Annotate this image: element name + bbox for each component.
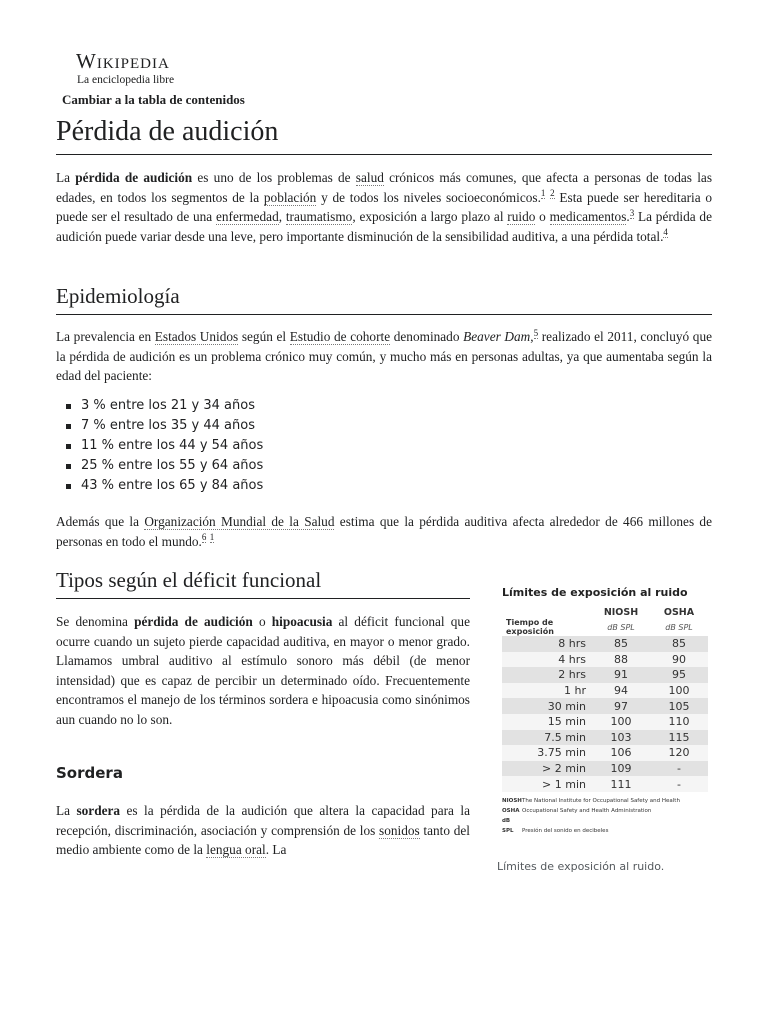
figure-title: Límites de exposición al ruido [502, 586, 688, 599]
link-enfermedad[interactable]: enfermedad [215, 209, 279, 224]
table-row: 3.75 min 106 120 [502, 745, 708, 761]
table-header-time: Tiempo de exposición [506, 618, 554, 636]
ref-5[interactable]: 5 [533, 327, 539, 338]
prevalence-list [56, 396, 263, 496]
noise-limits-table [502, 607, 708, 792]
section-heading-epidemiologia: Epidemiología [56, 284, 712, 315]
legend-entry: NIOSHThe National Institute for Occupational Safety and Health [502, 797, 680, 804]
subheading-sordera: Sordera [56, 764, 123, 782]
ref-3[interactable]: 3 [629, 207, 635, 218]
list-item: 25 % entre los 55 y 64 años [56, 456, 263, 476]
table-row: > 1 min 111 - [502, 776, 708, 792]
link-ruido[interactable]: ruido [507, 209, 536, 224]
link-salud[interactable]: salud [355, 170, 384, 185]
table-row: 30 min 97 105 [502, 698, 708, 714]
table-header-osha: OSHA [663, 607, 695, 618]
link-medicamentos[interactable]: medicamentos [549, 209, 627, 224]
link-oms[interactable]: Organización Mundial de la Salud [144, 514, 335, 529]
ref-2[interactable]: 2 [550, 188, 555, 199]
legend-entry: OSHA Occupational Safety and Health Administration [502, 807, 652, 814]
figure-legend [502, 796, 712, 836]
section-heading-tipos: Tipos según el déficit funcional [56, 568, 470, 599]
table-header-empty [502, 607, 592, 618]
ref-1[interactable]: 1 [540, 188, 546, 199]
toc-toggle-link[interactable]: Cambiar a la tabla de contenidos [62, 92, 245, 107]
list-item: 7 % entre los 35 y 44 años [56, 416, 263, 436]
types-paragraph: Se denomina pérdida de audición o hipoacusia al déficit funcional que ocurre cuando un sujeto pierde capacidad auditiva, en mayor o menor grado. Llamamos umbral auditivo al estímulo sonoro más débil (de menor intensidad) que es capaz de percibir un determinado oído. Frecuentemente encontramos el manejo de los términos sordera e hipoacusia como sinónimos aun cuando no lo son. [56, 614, 470, 727]
ref-1b[interactable]: 1 [209, 532, 215, 543]
table-header-niosh: NIOSH [603, 607, 639, 618]
wikipedia-wordmark: Wikipedia [76, 49, 170, 73]
ref-4[interactable]: 4 [663, 227, 668, 238]
list-item: 11 % entre los 44 y 54 años [56, 436, 263, 456]
table-row: 7.5 min 103 115 [502, 730, 708, 746]
table-row: > 2 min 109 - [502, 761, 708, 777]
table-row: 1 hr 94 100 [502, 683, 708, 699]
link-sonidos[interactable]: sonidos [379, 822, 420, 838]
wikipedia-logo[interactable] [76, 50, 174, 87]
figure-caption: Límites de exposición al ruido. [497, 860, 665, 873]
epidemiology-paragraph: La prevalencia en Estados Unidos según el Estudio de cohorte denominado Beaver Dam,$^5$ realizado el 2011, concluyó que la pérdida de audición es un problema crónico muy común, y mucho más en personas adultas, ya que aumentaba según la edad del paciente: [56, 327, 712, 383]
table-row: 2 hrs 91 95 [502, 667, 708, 683]
intro-paragraph: La pérdida de audición es uno de los problemas de salud crónicos más comunes, que afecta a personas de todas las edades, en todos los segmentos de la población y de todos los niveles socioeconómicos.$^1$ $^2$ Esta puede ser hereditaria o puede ser el resultado de una enfermedad, traumatismo, exposición a largo plazo al ruido o medicamentos.$^3$ La pérdida de audición puede variar desde una leve, pero importante disminución de la sensibilidad auditiva, a una pérdida total.$^4$ [56, 170, 713, 244]
ref-6[interactable]: 6 [201, 532, 207, 543]
link-lengua-oral[interactable]: lengua oral [206, 842, 266, 857]
table-unit-osha: dB SPL [665, 622, 693, 632]
list-item: 3 % entre los 21 y 34 años [56, 396, 263, 416]
table-row: 8 hrs 85 85 [502, 636, 708, 652]
list-item: 43 % entre los 65 y 84 años [56, 476, 263, 496]
legend-entry: dB SPL Presión del sonido en decibeles [502, 817, 609, 834]
table-row: 4 hrs 88 90 [502, 652, 708, 668]
link-traumatismo[interactable]: traumatismo [285, 209, 353, 224]
link-estados-unidos[interactable]: Estados Unidos [154, 329, 239, 344]
page-title: Pérdida de audición [56, 112, 712, 155]
link-estudio-de-cohorte[interactable]: Estudio de cohorte [289, 329, 391, 344]
who-paragraph: Además que la Organización Mundial de la Salud estima que la pérdida auditiva afecta alrededor de 466 millones de personas en todo el mundo.$^6$ $^1$ [56, 514, 712, 549]
wikipedia-tagline: La enciclopedia libre [77, 74, 175, 86]
sordera-paragraph: La sordera es la pérdida de la audición que altera la capacidad para la recepción, discriminación, asociación y comprensión de los sonidos tanto del medio ambiente como de la lengua oral. La [56, 803, 470, 857]
table-unit-niosh: dB SPL [607, 622, 635, 632]
table-row: 15 min 100 110 [502, 714, 708, 730]
link-poblacion[interactable]: población [263, 189, 317, 205]
noise-exposure-figure[interactable] [496, 586, 712, 836]
